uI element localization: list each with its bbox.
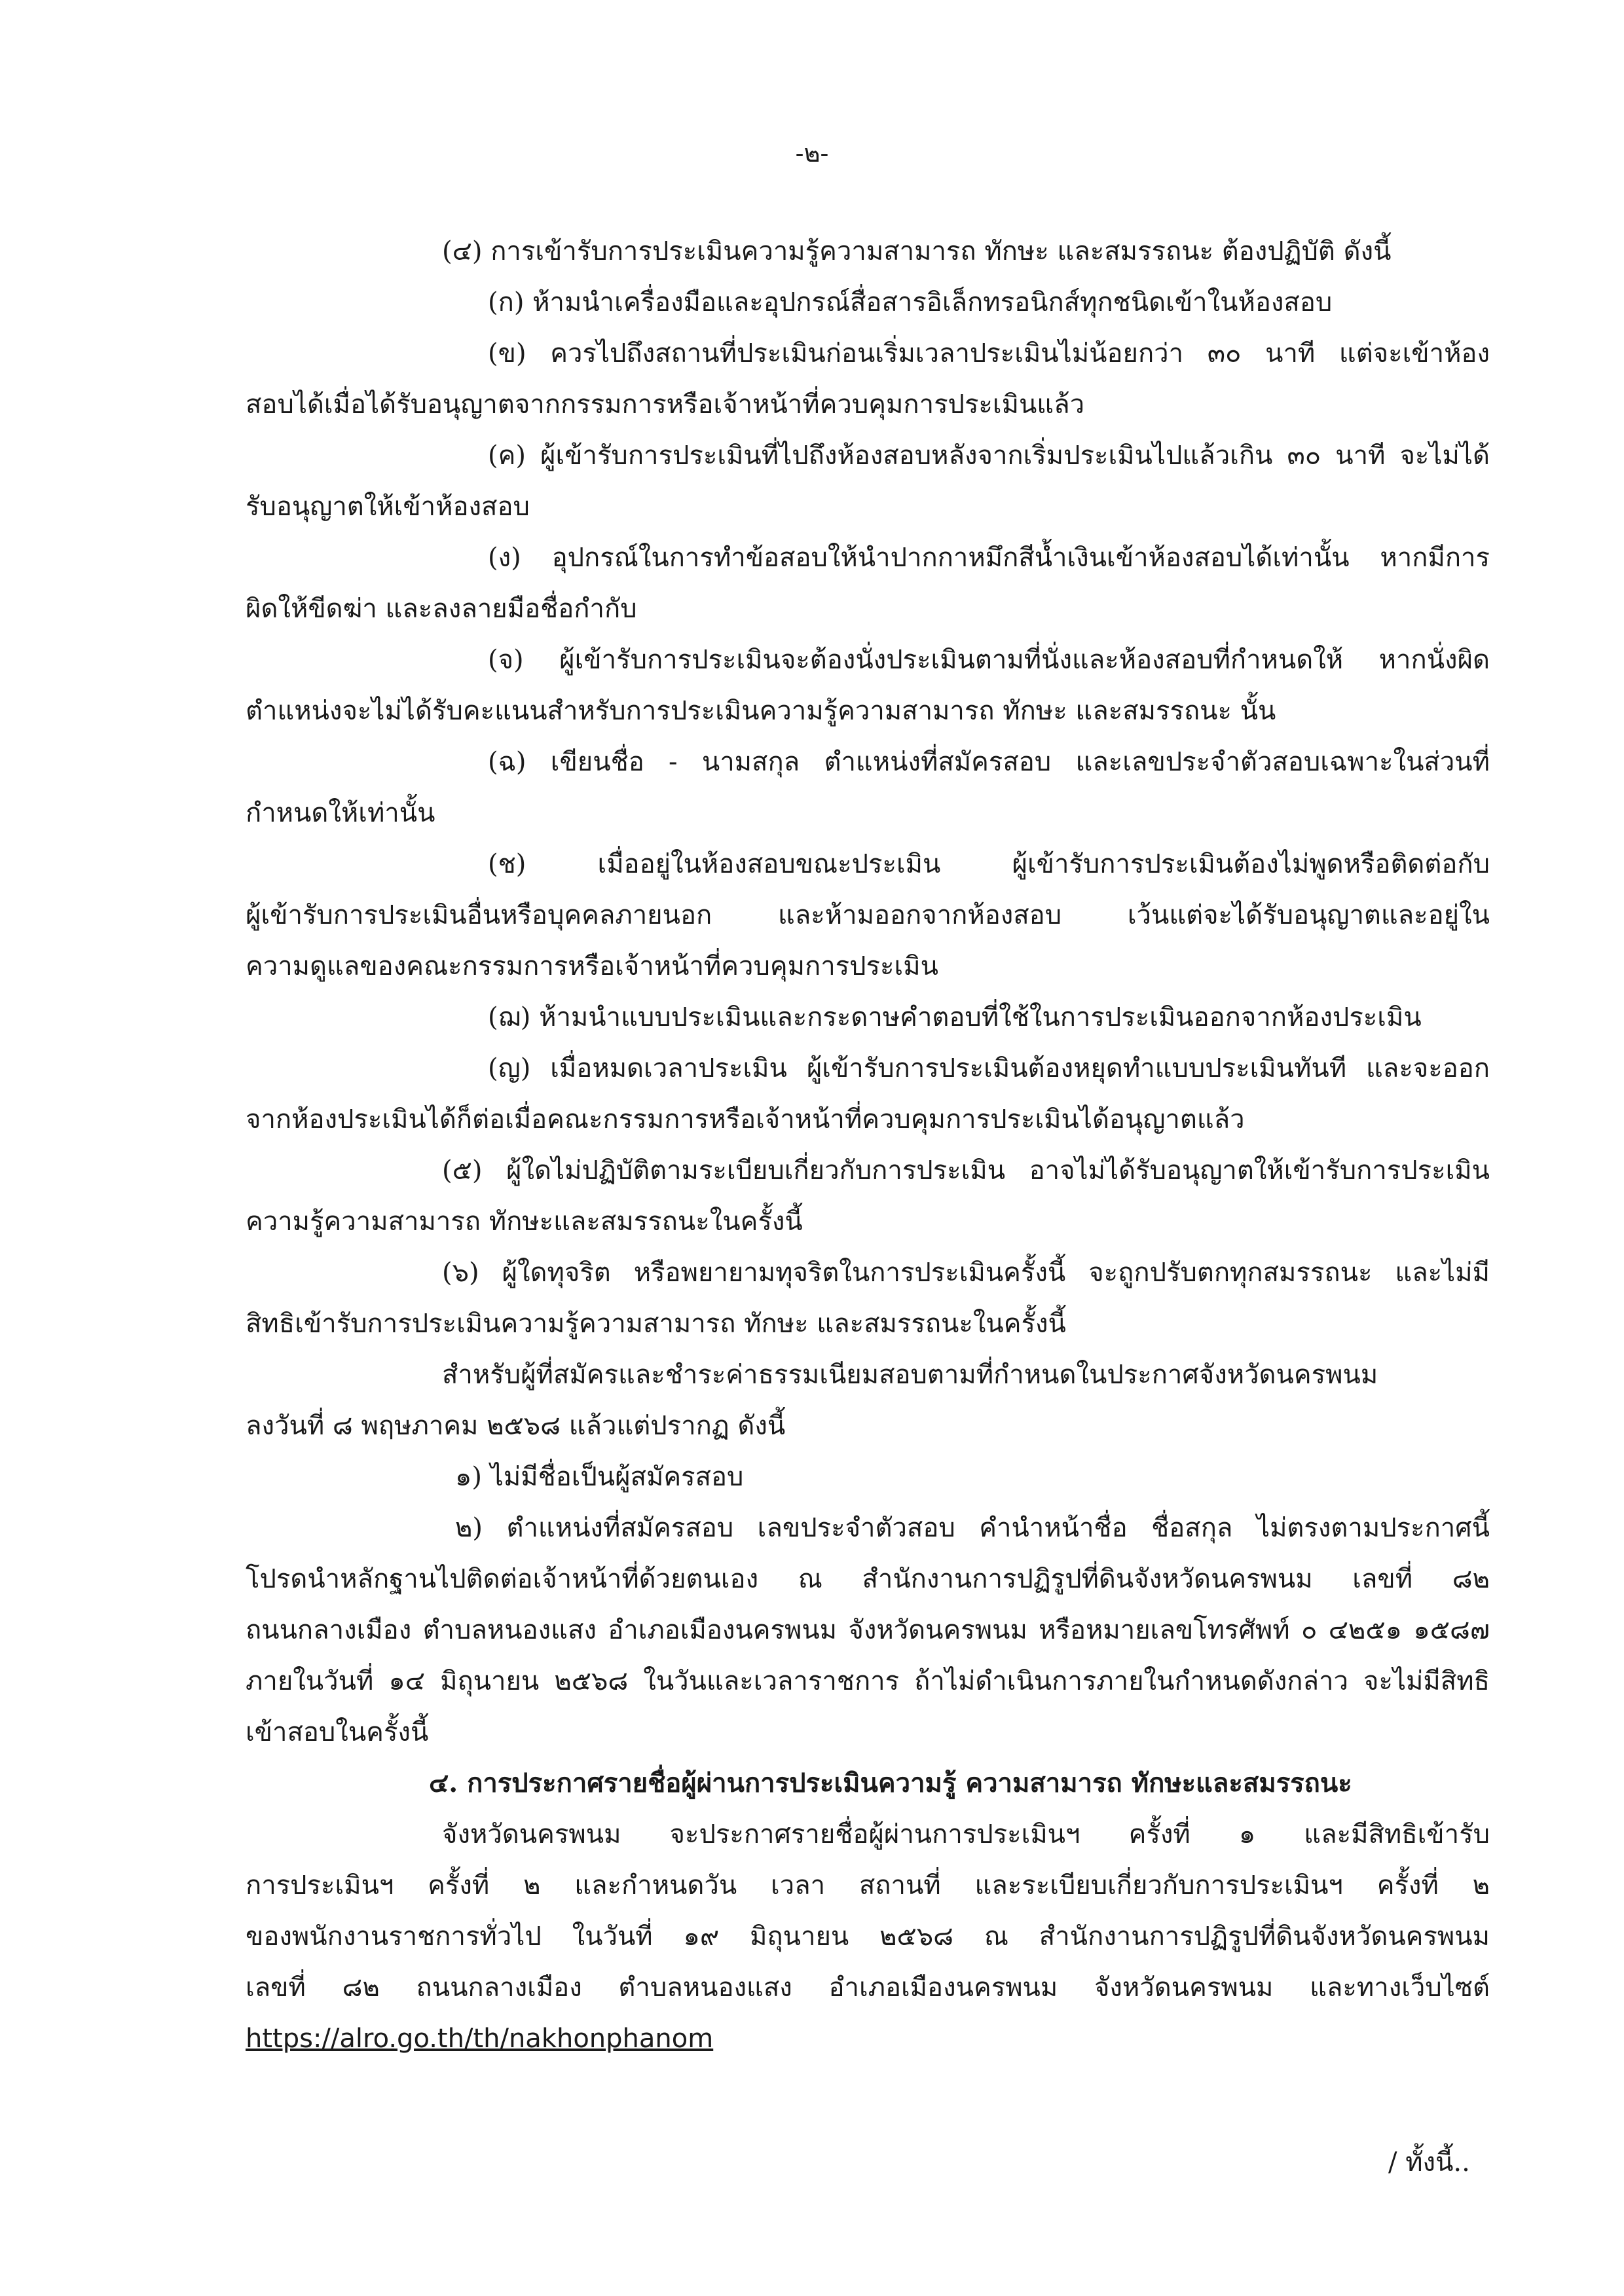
notice-item-2-line4: ภายในวันที่ ๑๔ มิถุนายน ๒๕๖๘ ในวันและเวลาราชการ ถ้าไม่ดำเนินการภายในกำหนดดังกล่าว จะไม่มีสิทธิ bbox=[246, 1666, 1490, 1696]
clause-6-line2: สิทธิเข้ารับการประเมินความรู้ความสามารถ ทักษะ และสมรรถนะในครั้งนี้ bbox=[246, 1309, 1066, 1339]
clause-4h: (ฌ) ห้ามนำแบบประเมินและกระดาษคำตอบที่ใช้ในการประเมินออกจากห้องประเมิน bbox=[488, 1002, 1422, 1032]
clause-4f-line1: (ฉ) เขียนชื่อ - นามสกุล ตำแหน่งที่สมัครสอบ และเลขประจำตัวสอบเฉพาะในส่วนที่ bbox=[488, 747, 1490, 777]
clause-4e-line2: ตำแหน่งจะไม่ได้รับคะแนนสำหรับการประเมินความรู้ความสามารถ ทักษะ และสมรรถนะ นั้น bbox=[246, 696, 1276, 726]
clause-5-line2: ความรู้ความสามารถ ทักษะและสมรรถนะในครั้งนี้ bbox=[246, 1207, 803, 1237]
section-4-heading: ๔. การประกาศรายชื่อผู้ผ่านการประเมินความรู้ ความสามารถ ทักษะและสมรรถนะ bbox=[429, 1768, 1352, 1798]
clause-4a: (ก) ห้ามนำเครื่องมือและอุปกรณ์สื่อสารอิเล็กทรอนิกส์ทุกชนิดเข้าในห้องสอบ bbox=[488, 287, 1333, 318]
notice-paragraph-line2: ลงวันที่ ๘ พฤษภาคม ๒๕๖๘ แล้วแต่ปรากฏ ดังนี้ bbox=[246, 1411, 786, 1441]
section-4-line4: เลขที่ ๘๒ ถนนกลางเมือง ตำบลหนองแสง อำเภอเมืองนครพนม จังหวัดนครพนม และทางเว็บไซต์ bbox=[246, 1973, 1490, 2003]
section-4-line3: ของพนักงานราชการทั่วไป ในวันที่ ๑๙ มิถุนายน ๒๕๖๘ ณ สำนักงานการปฏิรูปที่ดินจังหวัดนครพนม bbox=[246, 1922, 1490, 1952]
clause-6-line1: (๖) ผู้ใดทุจริต หรือพยายามทุจริตในการประเมินครั้งนี้ จะถูกปรับตกทุกสมรรถนะ และไม่มี bbox=[442, 1258, 1490, 1288]
clause-4c-line2: รับอนุญาตให้เข้าห้องสอบ bbox=[246, 492, 530, 522]
notice-item-2-line5: เข้าสอบในครั้งนี้ bbox=[246, 1717, 429, 1747]
clause-4b-line1: (ข) ควรไปถึงสถานที่ประเมินก่อนเริ่มเวลาประเมินไม่น้อยกว่า ๓๐ นาที แต่จะเข้าห้อง bbox=[488, 338, 1490, 369]
notice-item-1: ๑) ไม่มีชื่อเป็นผู้สมัครสอบ bbox=[455, 1462, 744, 1492]
clause-5-line1: (๕) ผู้ใดไม่ปฏิบัติตามระเบียบเกี่ยวกับการประเมิน อาจไม่ได้รับอนุญาตให้เข้ารับการประเมิน bbox=[442, 1156, 1490, 1186]
clause-4c-line1: (ค) ผู้เข้ารับการประเมินที่ไปถึงห้องสอบหลังจากเริ่มประเมินไปแล้วเกิน ๓๐ นาที จะไม่ได้ bbox=[488, 441, 1490, 471]
section-4-line1: จังหวัดนครพนม จะประกาศรายชื่อผู้ผ่านการประเมินฯ ครั้งที่ ๑ และมีสิทธิเข้ารับ bbox=[442, 1819, 1490, 1850]
clause-4i-line2: จากห้องประเมินได้ก็ต่อเมื่อคณะกรรมการหรือเจ้าหน้าที่ควบคุมการประเมินได้อนุญาตแล้ว bbox=[246, 1104, 1245, 1135]
notice-item-2-line2: โปรดนำหลักฐานไปติดต่อเจ้าหน้าที่ด้วยตนเอง ณ สำนักงานการปฏิรูปที่ดินจังหวัดนครพนม เลขที่ ๘๒ bbox=[246, 1564, 1490, 1594]
clause-4f-line2: กำหนดให้เท่านั้น bbox=[246, 798, 435, 828]
notice-item-2-line3: ถนนกลางเมือง ตำบลหนองแสง อำเภอเมืองนครพนม จังหวัดนครพนม หรือหมายเลขโทรศัพท์ ๐ ๔๒๕๑ ๑๕๘๗ bbox=[246, 1615, 1490, 1645]
clause-4i-line1: (ญ) เมื่อหมดเวลาประเมิน ผู้เข้ารับการประเมินต้องหยุดทำแบบประเมินทันที และจะออก bbox=[488, 1053, 1490, 1084]
clause-4e-line1: (จ) ผู้เข้ารับการประเมินจะต้องนั่งประเมินตามที่นั่งและห้องสอบที่กำหนดให้ หากนั่งผิด bbox=[488, 645, 1490, 675]
clause-4g-line2: ผู้เข้ารับการประเมินอื่นหรือบุคคลภายนอก และห้ามออกจากห้องสอบ เว้นแต่จะได้รับอนุญาตและอยู่ใน bbox=[246, 900, 1490, 930]
notice-paragraph-line1: สำหรับผู้ที่สมัครและชำระค่าธรรมเนียมสอบตามที่กำหนดในประกาศจังหวัดนครพนม bbox=[442, 1360, 1378, 1390]
document-body bbox=[246, 226, 1490, 2064]
section-4-line2: การประเมินฯ ครั้งที่ ๒ และกำหนดวัน เวลา สถานที่ และระเบียบเกี่ยวกับการประเมินฯ ครั้งที่ ๒ bbox=[246, 1870, 1490, 1901]
clause-4b-line2: สอบได้เมื่อได้รับอนุญาตจากกรรมการหรือเจ้าหน้าที่ควบคุมการประเมินแล้ว bbox=[246, 390, 1085, 420]
website-link[interactable]: https://alro.go.th/th/nakhonphanom bbox=[246, 2024, 714, 2054]
clause-4-heading: (๔) การเข้ารับการประเมินความรู้ความสามารถ ทักษะ และสมรรถนะ ต้องปฏิบัติ ดังนี้ bbox=[442, 236, 1392, 266]
clause-4d-line2: ผิดให้ขีดฆ่า และลงลายมือชื่อกำกับ bbox=[246, 594, 637, 624]
clause-4g-line1: (ช) เมื่ออยู่ในห้องสอบขณะประเมิน ผู้เข้ารับการประเมินต้องไม่พูดหรือติดต่อกับ bbox=[488, 849, 1490, 879]
clause-4d-line1: (ง) อุปกรณ์ในการทำข้อสอบให้นำปากกาหมึกสีน้ำเงินเข้าห้องสอบได้เท่านั้น หากมีการ bbox=[488, 543, 1490, 573]
clause-4g-line3: ความดูแลของคณะกรรมการหรือเจ้าหน้าที่ควบคุมการประเมิน bbox=[246, 951, 938, 981]
page-number: -๒- bbox=[795, 139, 829, 168]
closing-continuation: / ทั้งนี้.. bbox=[1388, 2147, 1470, 2178]
notice-item-2-line1: ๒) ตำแหน่งที่สมัครสอบ เลขประจำตัวสอบ คำนำหน้าชื่อ ชื่อสกุล ไม่ตรงตามประกาศนี้ bbox=[455, 1513, 1490, 1543]
